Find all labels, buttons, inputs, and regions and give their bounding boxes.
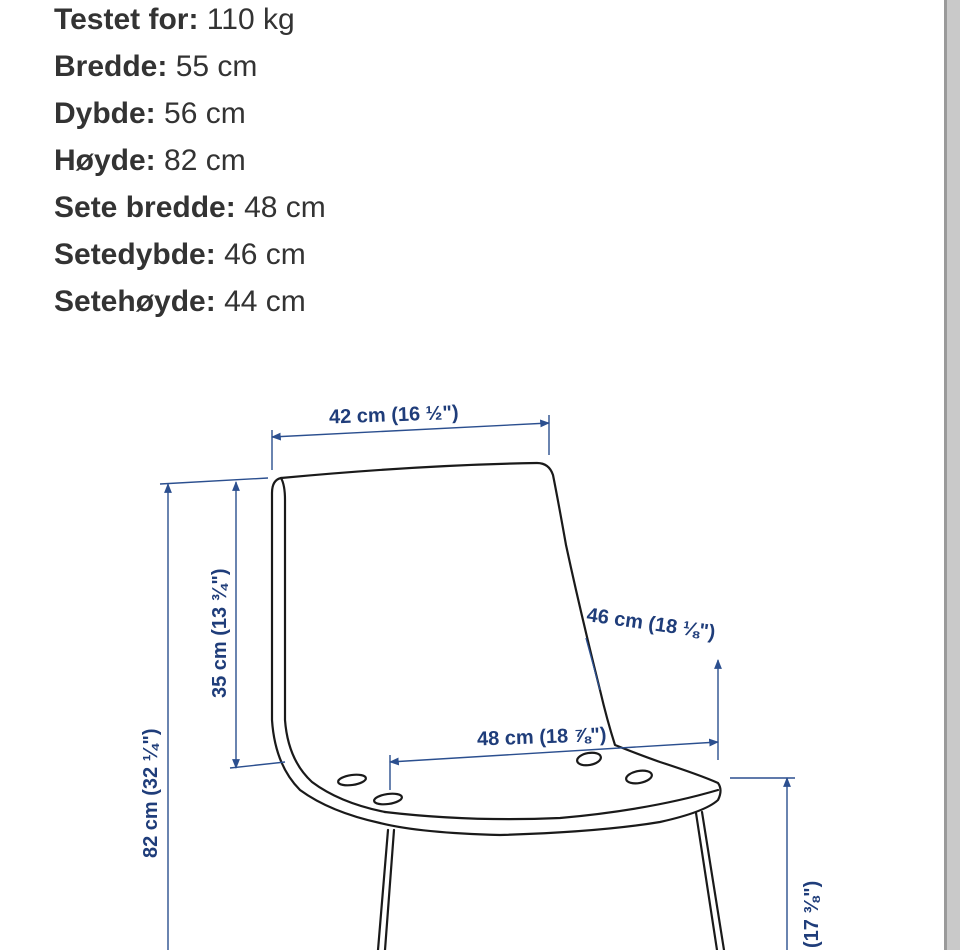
- seat-front-edge: [385, 790, 718, 819]
- spec-value: 56 cm: [164, 97, 246, 130]
- spec-label: Testet for:: [54, 3, 199, 36]
- spec-value: 48 cm: [244, 191, 326, 224]
- label-backrest-height: 35 cm (13 ¾"): [209, 568, 231, 698]
- spec-value: 110 kg: [206, 3, 295, 36]
- label-seat-height: (17 ⅜"): [801, 880, 823, 948]
- ext-line: [230, 762, 285, 768]
- spec-label: Høyde:: [54, 144, 156, 177]
- dimension-lines: [160, 415, 795, 950]
- right-edge-bar: [944, 0, 960, 950]
- spec-label: Setedybde:: [54, 238, 216, 271]
- seat-hole: [337, 773, 366, 787]
- ext-line: [586, 638, 600, 690]
- label-seat-depth: 46 cm (18 ⅛"): [585, 604, 717, 644]
- seat-hole: [576, 751, 602, 767]
- spec-label: Setehøyde:: [54, 285, 216, 318]
- ext-line: [160, 478, 268, 484]
- label-seat-width: 48 cm (18 ⅞"): [476, 724, 607, 751]
- spec-value: 82 cm: [164, 144, 246, 177]
- chair-outline: [272, 463, 724, 950]
- spec-value: 46 cm: [224, 238, 306, 271]
- seat-hole: [625, 769, 653, 785]
- backrest-inner-edge: [281, 478, 385, 812]
- spec-label: Bredde:: [54, 50, 168, 83]
- spec-value: 55 cm: [175, 50, 258, 83]
- seat-hole: [373, 792, 402, 806]
- spec-label: Sete bredde:: [54, 191, 236, 224]
- label-total-height: 82 cm (32 ¼"): [140, 728, 162, 858]
- spec-value: 44 cm: [224, 285, 306, 318]
- spec-label: Dybde:: [54, 97, 156, 130]
- label-backrest-width: 42 cm (16 ½"): [328, 401, 459, 429]
